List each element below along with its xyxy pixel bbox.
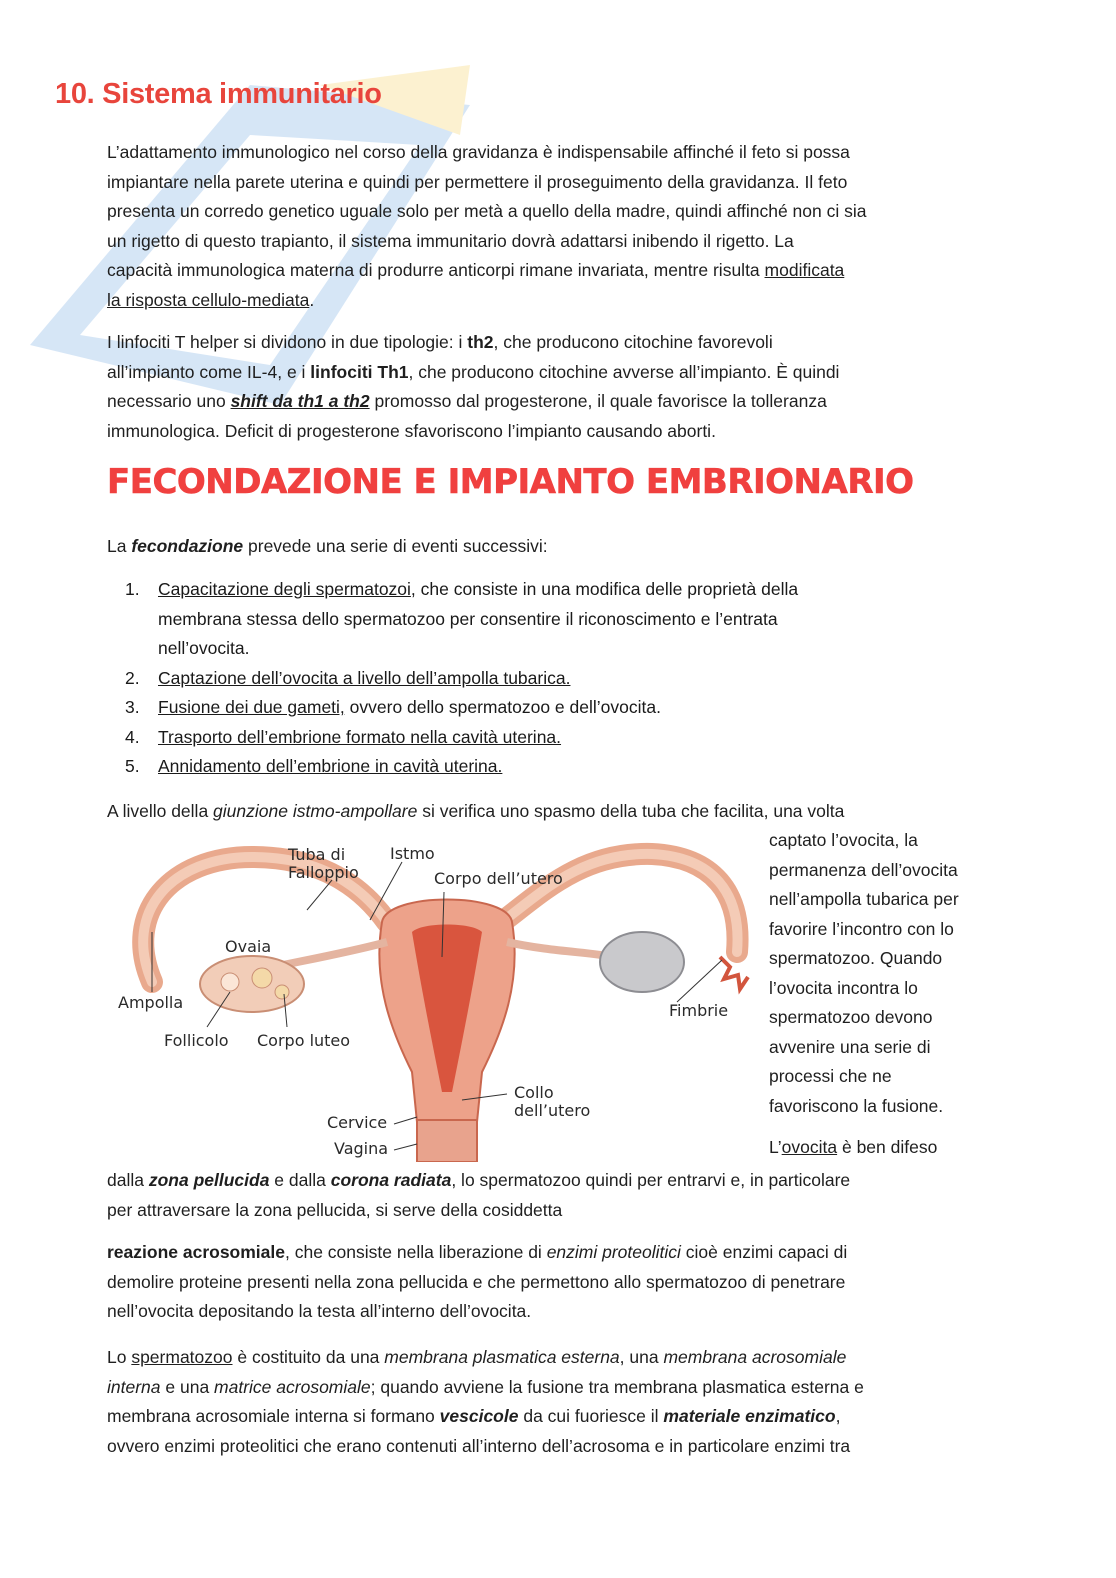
fertilization-events-list [120,575,920,782]
section-title: 10. Sistema immunitario [55,78,382,110]
label-corpo-luteo: Corpo luteo [257,1031,351,1050]
label-ovaia: Ovaia [225,937,272,956]
uterus-diagram-icon [112,832,752,1162]
main-heading: FECONDAZIONE E IMPIANTO EMBRIONARIO [107,462,914,502]
label-fimbrie: Fimbrie [669,1001,729,1020]
label-follicolo: Follicolo [164,1031,229,1050]
paragraph-spermatozoo: Lo spermatozoo è costituito da una membrana plasmatica esterna, una membrana acrosomiale interna e una matrice acrosomiale; quando avviene la fusione tra membrana plasmatica esterna e membrana acrosomiale interna si formano vescicole da cui fuoriesce il materiale enzimatico, ovvero enzimi proteolitici che erano contenuti all’interno dell’acrosoma e in particolare enzimi tra [107,1347,864,1456]
label-tuba: Tuba di [288,845,346,864]
paragraph-ovocita-defense: dalla zona pellucida e dalla corona radiata, lo spermatozoo quindi per entrarvi e, in particolare per attraversare la zona pellucida, si serve della cosiddetta [107,1170,851,1220]
paragraph-immune-adaptation: L’adattamento immunologico nel corso della gravidanza è indispensabile affinché il feto si possa impiantare nella parete uterina e quindi per permettere il proseguimento della gravidanza. Il feto presenta un corredo genetico uguale solo per metà a quello della madre, quindi affinché non ci sia un rigetto di questo trapianto, il sistema immunitario dovrà adattarsi inibendo il rigetto. La capacità immunologica materna di produrre anticorpi rimane invariata, mentre risulta modificata la risposta cellulo-mediata. [107,142,867,310]
paragraph-t-helper: I linfociti T helper si dividono in due tipologie: i th2, che producono citochine favorevoli all’impianto come IL-4, e i linfociti Th1, che producono citochine avverse all’impianto. È quindi necessario uno shift da th1 a th2 promosso dal progesterone, il quale favorisce la tolleranza immunologica. Deficit di progesterone sfavoriscono l’impianto causando aborti. [107,332,840,441]
paragraph-acrosome-reaction: reazione acrosomiale, che consiste nella liberazione di enzimi proteolitici cioè enzimi capaci di demolire proteine presenti nella zona pellucida e che permettono allo spermatozoo di penetrare nell’ovocita depositando la testa all’interno dell’ovocita. [107,1242,848,1321]
uterus-anatomy-figure [112,832,752,1162]
label-istmo: Istmo [390,844,435,863]
label-collo-utero: dell’utero [514,1101,591,1120]
label-corpo-utero: Corpo dell’utero [434,869,563,888]
list-item: 3. Fusione dei due gameti, ovvero dello spermatozoo e dell’ovocita. [125,697,661,717]
list-item: 4. Trasporto dell’embrione formato nella cavità uterina. [125,726,562,747]
list-item: 2. Captazione dell’ovocita a livello dell’ampolla tubarica. [125,667,571,688]
intro-line: La fecondazione prevede una serie di eventi successivi: [107,536,548,556]
label-ampolla: Ampolla [118,993,184,1012]
list-item: 1. Capacitazione degli spermatozoi, che consiste in una modifica delle proprietà della membrana stessa dello spermatozoo per consentire il riconoscimento e l’entrata nell’ovocita. [125,579,799,658]
label-cervice: Cervice [327,1113,388,1132]
side-text-column: captato l’ovocita, la permanenza dell’ovocita nell’ampolla tubarica per favorire l’incontro con lo spermatozoo. Quando l’ovocita incontra lo spermatozoo devono avvenire una serie di processi che ne favoriscono la fusione. L’ovocita è ben difeso [769,830,959,1157]
label-falloppio: Falloppio [288,863,359,882]
paragraph-junction: A livello della giunzione istmo-ampollare si verifica uno spasmo della tuba che facilita, una volta [107,801,845,821]
label-collo: Collo [514,1083,554,1102]
list-item: 5. Annidamento dell’embrione in cavità uterina. [125,756,503,776]
label-vagina: Vagina [334,1139,389,1158]
